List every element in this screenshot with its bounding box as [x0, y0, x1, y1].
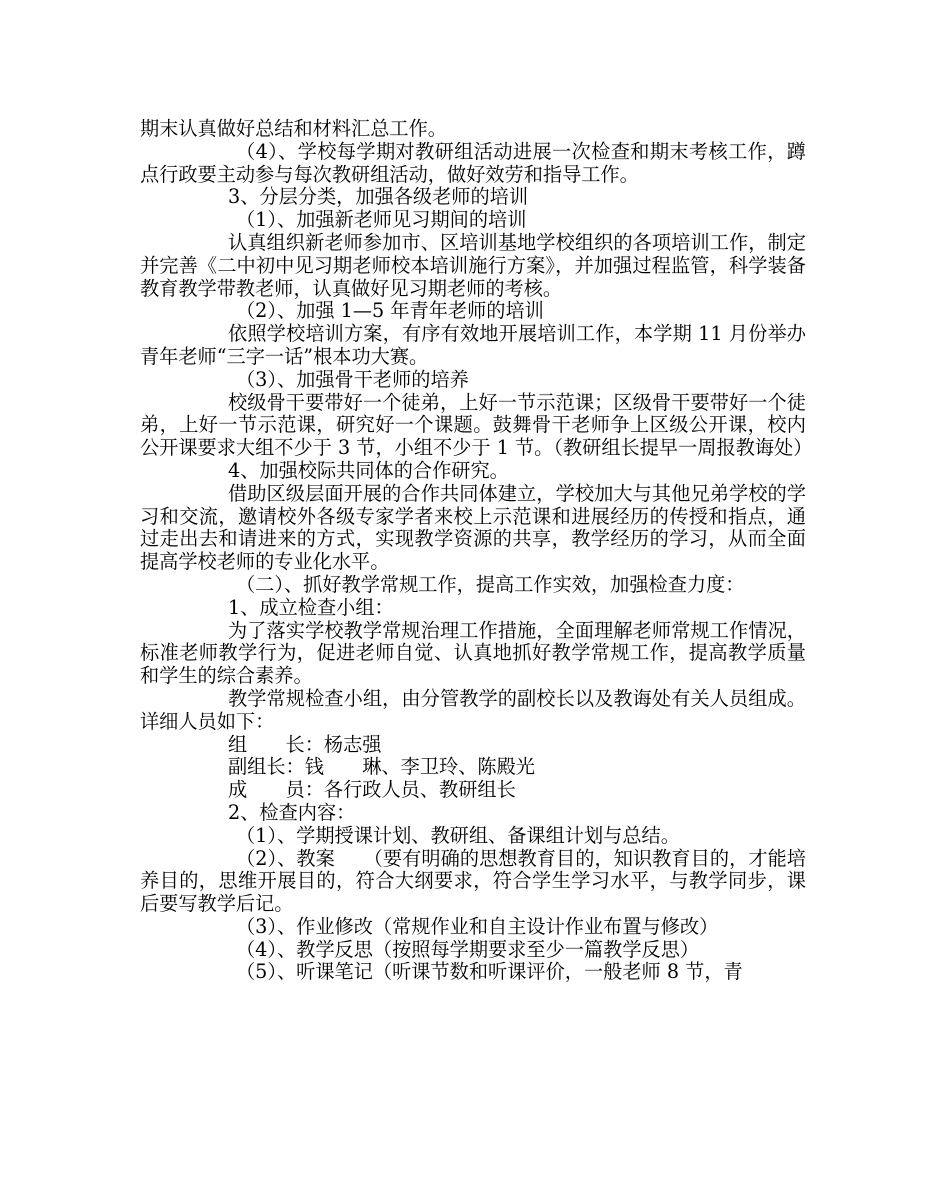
section-heading-teaching-routine: （二）、抓好教学常规工作，提高工作实效，加强检查力度：	[236, 572, 745, 596]
document-body	[140, 117, 813, 984]
member-others: 成 员：各行政人员、教研组长	[228, 778, 516, 802]
section-heading-3: 3、分层分类，加强各级老师的培训	[228, 185, 529, 209]
list-item-homework: （3）、作业修改（常规作业和自主设计作业布置与修改）	[236, 914, 719, 938]
paragraph-inspection-members: 教学常规检查小组，由分管教学的副校长以及教诲处有关人员组成。详细人员如下：	[140, 686, 806, 733]
subheading-new-teachers: （1）、加强新老师见习期间的培训	[236, 208, 527, 232]
member-deputy-leaders: 副组长：钱 琳、李卫玲、陈殿光	[228, 755, 535, 779]
member-leader: 组 长：杨志强	[228, 732, 382, 756]
section-heading-4: 4、加强校际共同体的合作研究。	[228, 458, 509, 482]
paragraph-backbone-training: 校级骨干要带好一个徒弟，上好一节示范课；区级骨干要带好一个徒弟，上好一节示范课，研究好一个课题。鼓舞骨干老师争上区级公开课，校内公开课要求大组不少于 3 节，小组不少于 1 节。（教研组长提早一周报教诲处）	[140, 390, 813, 460]
list-item-reflection: （4）、教学反思（按照每学期要求至少一篇教学反思）	[236, 937, 700, 961]
paragraph-inspection-purpose: 为了落实学校教学常规治理工作措施，全面理解老师常规工作情况，标准老师教学行为，促进老师自觉、认真地抓好教学常规工作，提高教学质量和学生的综合素养。	[140, 618, 806, 688]
paragraph-young-teacher-training: 依照学校培训方案，有序有效地开展培训工作，本学期 11 月份举办青年老师“三字一话”根本功大赛。	[140, 322, 806, 368]
paragraph-closing-line: 期末认真做好总结和材料汇总工作。	[140, 117, 447, 140]
subheading-inspection-group: 1、成立检查小组：	[228, 595, 394, 619]
subheading-young-teachers: （2）、加强 1—5 年青年老师的培训	[236, 299, 544, 323]
list-item-lesson-plans: （2）、教案 （要有明确的思想教育目的，知识教育目的，才能培养目的，思维开展目的，符合大纲要求，符合学生学习水平，与教学同步，课后要写教学后记。	[140, 846, 806, 916]
subheading-backbone-teachers: （3）、加强骨干老师的培养	[236, 367, 469, 391]
subheading-inspection-content: 2、检查内容：	[228, 800, 356, 824]
paragraph-new-teacher-training: 认真组织新老师参加市、区培训基地学校组织的各项培训工作，制定并完善《二中初中见习期老师校本培训施行方案》，并加强过程监管，科学装备教育教学带教老师，认真做好见习期老师的考核。	[140, 230, 806, 300]
paragraph-cooperation: 借助区级层面开展的合作共同体建立，学校加大与其他兄弟学校的学习和交流，邀请校外各级专家学者来校上示范课和进展经历的传授和指点，通过走出去和请进来的方式，实现教学资源的共享，教学经历的学习，从而全面提高学校老师的专业化水平。	[140, 481, 806, 574]
paragraph-item-4-inspection: （4）、学校每学期对教研组活动进展一次检查和期末考核工作，蹲点行政要主动参与每次教研组活动，做好效劳和指导工作。	[140, 139, 806, 186]
list-item-plans: （1）、学期授课计划、教研组、备课组计划与总结。	[236, 823, 680, 847]
list-item-lecture-notes: （5）、听课笔记（听课节数和听课评价，一般老师 8 节，青	[236, 960, 743, 984]
